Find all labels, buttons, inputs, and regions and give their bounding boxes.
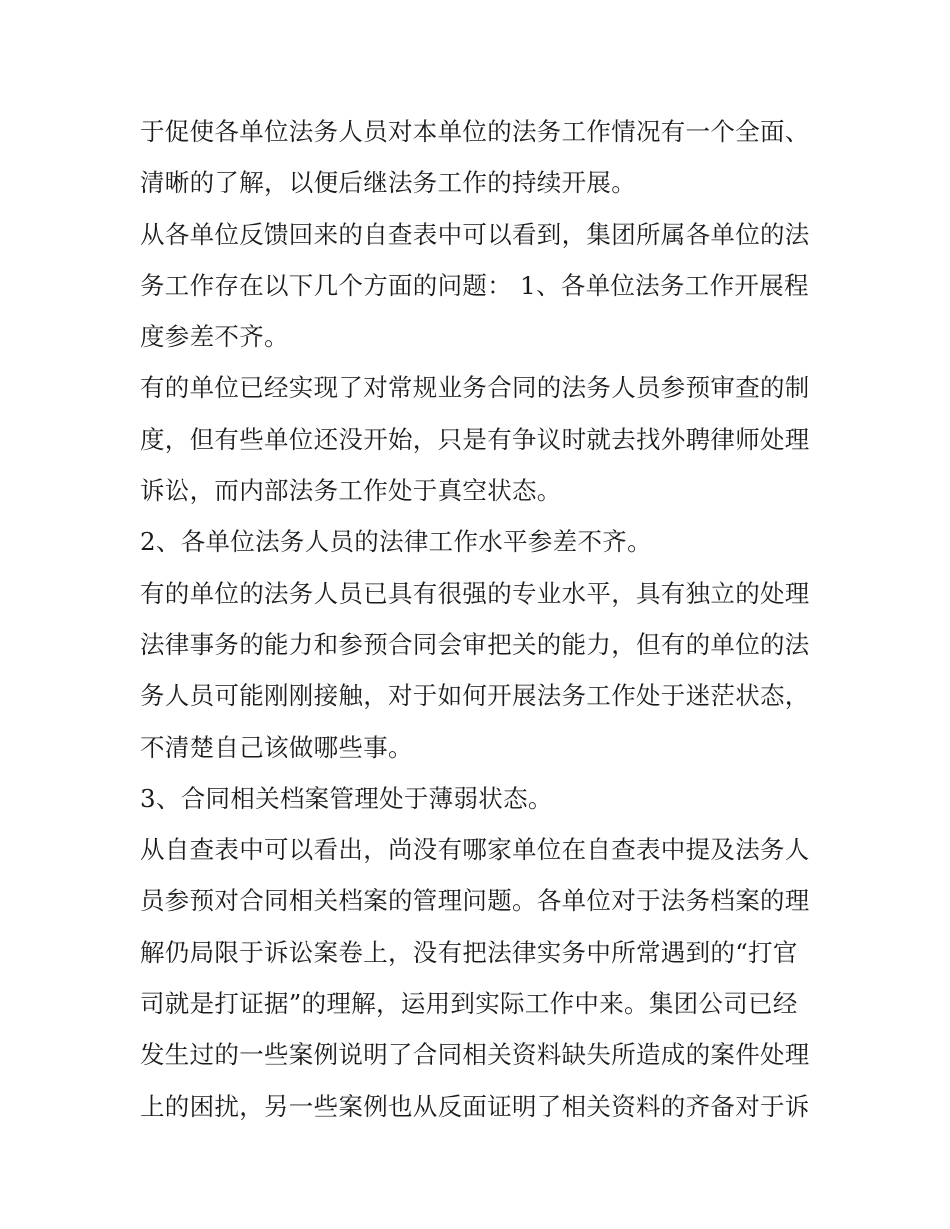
text-line-19: 发生过的一些案例说明了合同相关资料缺失所造成的案件处理 [140,1040,810,1070]
text-line-15: 从自查表中可以看出，尚没有哪家单位在自查表中提及法务人 [140,835,810,865]
text-line-11: 法律事务的能力和参预合同会审把关的能力，但有的单位的法 [140,629,810,659]
text-line-12: 务人员可能刚刚接触，对于如何开展法务工作处于迷茫状态， [140,681,810,711]
text-line-18: 司就是打证据”的理解，运用到实际工作中来。集团公司已经 [140,989,798,1019]
text-line-3: 从各单位反馈回来的自查表中可以看到，集团所属各单位的法 [140,219,810,249]
text-line-14: 3、合同相关档案管理处于薄弱状态。 [140,783,553,813]
text-line-9: 2、各单位法务人员的法律工作水平参差不齐。 [140,527,652,557]
body-text [140,106,820,1132]
text-line-8: 诉讼，而内部法务工作处于真空状态。 [140,476,562,506]
text-line-16: 员参预对合同相关档案的管理问题。各单位对于法务档案的理 [140,886,810,916]
text-line-1: 于促使各单位法务人员对本单位的法务工作情况有一个全面、 [140,117,810,146]
text-line-4: 务工作存在以下几个方面的问题： 1、各单位法务工作开展程 [140,270,809,300]
text-line-17: 解仍局限于诉讼案卷上，没有把法律实务中所常遇到的“打官 [140,937,798,967]
text-line-20: 上的困扰，另一些案例也从反面证明了相关资料的齐备对于诉 [140,1091,810,1121]
text-line-10: 有的单位的法务人员已具有很强的专业水平，具有独立的处理 [140,578,810,608]
text-line-5: 度参差不齐。 [140,322,289,352]
text-line-2: 清晰的了解，以便后继法务工作的持续开展。 [140,168,636,198]
text-line-7: 度，但有些单位还没开始，只是有争议时就去找外聘律师处理 [140,424,810,454]
text-line-6: 有的单位已经实现了对常规业务合同的法务人员参预审查的制 [140,373,810,403]
text-line-13: 不清楚自己该做哪些事。 [140,732,413,762]
